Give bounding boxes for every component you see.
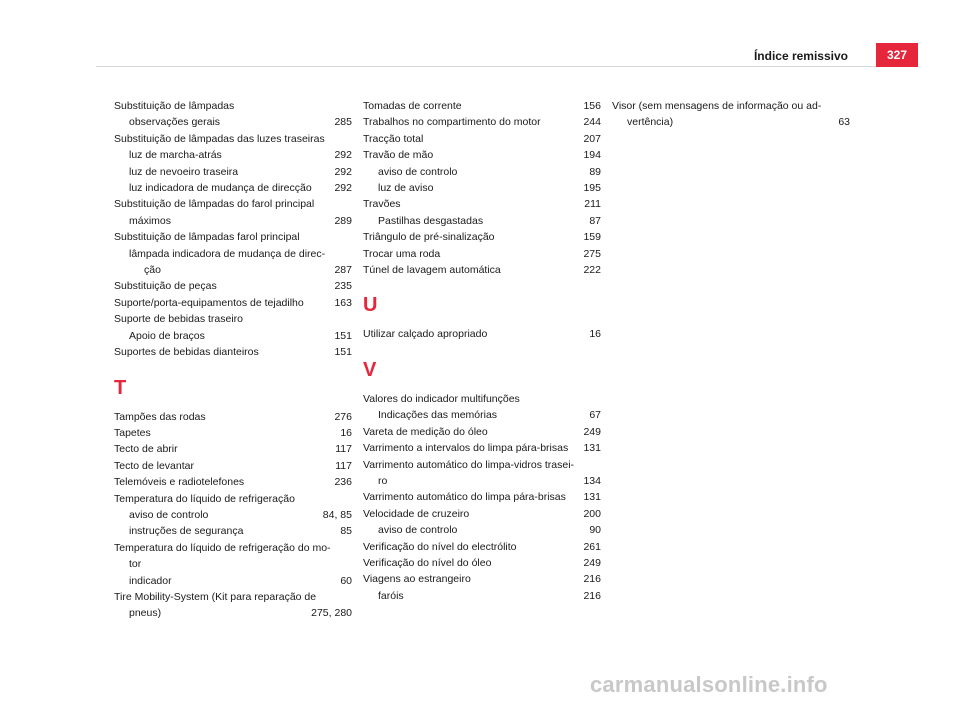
entry-label: instruções de segurança [129,525,244,538]
index-entry-row [114,180,352,196]
entry-heading: Suporte de bebidas traseiro [114,313,243,326]
index-entry-row [114,605,352,621]
index-entry [363,213,601,229]
entry-page-ref: 236 [334,476,352,489]
entry-label: aviso de controlo [129,508,209,521]
entry-page-ref: 85 [340,525,352,538]
entry-label: Tecto de levantar [114,459,194,472]
index-entry [363,473,601,489]
index-entry [363,147,601,163]
index-entry-row [363,440,601,456]
index-entry-row [363,213,601,229]
index-entry [363,588,601,604]
entry-page-ref: 207 [583,132,601,145]
entry-label: máximos [129,214,172,227]
entry-subheading: lâmpada indicadora de mudança de direc- [129,247,326,260]
index-entry [363,246,601,262]
entry-label: Varrimento a intervalos do limpa pára-brisas [363,442,569,455]
index-entry [363,571,601,587]
entry-label: Tecto de abrir [114,443,178,456]
entry-page-ref: 60 [340,574,352,587]
index-entry [363,522,601,538]
index-entry-row [114,507,352,523]
index-entry-row [363,196,601,212]
entry-label: luz indicadora de mudança de direcção [129,182,312,195]
index-entry [363,229,601,245]
entry-page-ref: 117 [335,443,352,456]
entry-label: Travões [363,198,401,211]
index-entry [363,391,601,407]
entry-label: Triângulo de pré-sinalização [363,231,495,244]
index-entry-row [363,539,601,555]
index-entry [114,180,352,196]
entry-label: ção [144,264,161,277]
entries-u [363,326,601,342]
entries-t [114,409,352,622]
index-entry [114,540,352,556]
index-entry-row [363,180,601,196]
index-entry [114,131,352,147]
index-entry [363,424,601,440]
entry-page-ref: 87 [589,214,601,227]
entry-page-ref: 159 [583,231,601,244]
index-entry [114,164,352,180]
entry-page-ref: 134 [583,474,601,487]
entry-label: Tomadas de corrente [363,100,462,112]
index-entry [363,98,601,114]
entry-label: vertência) [627,116,674,129]
entry-label: Velocidade de cruzeiro [363,507,470,520]
entry-label: Vareta de medição do óleo [363,425,488,438]
entry-page-ref: 89 [589,165,601,178]
index-entry-row [114,328,352,344]
entry-label: Verificação do nível do óleo [363,556,492,569]
entry-page-ref: 216 [583,573,601,586]
entry-page-ref: 131 [583,491,601,504]
index-entry [363,555,601,571]
entry-heading: Substituição de lâmpadas do farol principal [114,198,315,211]
entry-page-ref: 292 [334,165,352,178]
page-number: 327 [886,48,908,62]
index-entry-row [363,98,601,114]
section-letter-u: U [363,294,378,317]
index-entry [114,441,352,457]
entry-heading: Varrimento automático do limpa-vidros trasei- [363,458,575,471]
index-entry [114,605,352,621]
index-entry-row [363,407,601,423]
entry-heading: Substituição de lâmpadas das luzes traseiras [114,132,325,145]
index-column-2 [363,98,601,604]
entry-label: Varrimento automático do limpa pára-brisas [363,491,566,504]
index-entry-row [363,246,601,262]
entry-heading: Tire Mobility-System (Kit para reparação de [114,590,317,603]
entry-page-ref: 211 [584,198,601,211]
entry-label: Tapetes [114,426,151,439]
entry-page-ref: 151 [334,346,352,359]
entry-page-ref: 16 [589,328,601,341]
index-entry-row [114,262,352,278]
entry-heading: Substituição de lâmpadas farol principal [114,231,300,244]
index-entry [114,98,352,114]
index-entry-row [363,147,601,163]
entry-heading-continued: tor [129,558,142,571]
index-entry-row [114,295,352,311]
index-entry [363,164,601,180]
entry-label: pneus) [129,607,162,620]
entry-heading: Valores do indicador multifunções [363,392,520,405]
entry-page-ref: 90 [589,524,601,537]
index-entry-row [114,458,352,474]
index-entry [363,539,601,555]
index-entry [363,457,601,473]
index-entry-row [114,164,352,180]
entry-page-ref: 249 [583,425,601,438]
entry-label: Viagens ao estrangeiro [363,573,471,586]
entry-page-ref: 67 [589,409,601,422]
index-entry-row [363,131,601,147]
entry-label: Apoio de braços [129,329,205,342]
header-divider [96,66,876,67]
index-entry-row [114,147,352,163]
entry-page-ref: 156 [583,100,601,112]
entry-page-ref: 222 [583,264,601,277]
entry-page-ref: 117 [335,459,352,472]
index-entry [114,229,352,245]
entry-page-ref: 200 [583,507,601,520]
index-entry [363,440,601,456]
entry-page-ref: 84, 85 [322,508,352,521]
entry-page-ref: 163 [334,296,352,309]
entry-label: Trabalhos no compartimento do motor [363,116,541,129]
index-entry [114,409,352,425]
entry-label: Túnel de lavagem automática [363,264,501,277]
index-entry [114,573,352,589]
index-entry [114,246,352,279]
entry-page-ref: 261 [583,540,601,553]
entry-label: luz de marcha-atrás [129,149,222,162]
entry-label: Trocar uma roda [363,247,441,260]
entry-page-ref: 289 [334,214,352,227]
entry-label: Utilizar calçado apropriado [363,328,488,341]
entry-label: indicador [129,574,172,587]
entry-heading: Substituição de lâmpadas [114,100,235,112]
index-entry-row [363,114,601,130]
index-entry-row [363,571,601,587]
section-letter-v: V [363,358,377,381]
index-entry [612,114,850,130]
entry-label: Verificação do nível do electrólito [363,540,517,553]
index-entry [363,506,601,522]
index-entry [114,278,352,294]
index-entry [363,262,601,278]
index-entry-row [363,588,601,604]
section-letter-t: T [114,376,127,399]
watermark: carmanualsonline.info [590,672,828,697]
index-entry [114,425,352,441]
entry-label: ro [378,474,388,487]
index-entry-row [114,441,352,457]
entry-page-ref: 16 [340,426,352,439]
entry-label: luz de aviso [378,182,434,195]
entry-page-ref: 244 [583,116,601,129]
index-entry [114,556,352,572]
index-entry-row [612,114,850,130]
entry-label: observações gerais [129,116,221,129]
entry-label: Suporte/porta-equipamentos de tejadilho [114,296,304,309]
header-title: Índice remissivo [753,49,848,63]
entry-label: luz de nevoeiro traseira [129,165,239,178]
index-entry [114,147,352,163]
entry-heading: Temperatura do líquido de refrigeração [114,492,295,505]
index-entry-row [114,425,352,441]
index-entry-row [114,523,352,539]
entry-page-ref: 287 [334,264,352,277]
entry-page-ref: 292 [334,182,352,195]
entry-label: faróis [378,589,404,602]
entry-label: Tracção total [363,132,424,145]
entry-label: Tampões das rodas [114,410,206,423]
entry-page-ref: 292 [334,149,352,162]
index-entry [363,114,601,130]
entry-label: aviso de controlo [378,165,458,178]
index-entry-row [114,213,352,229]
page-number-badge [876,43,918,67]
entry-page-ref: 285 [334,116,352,129]
index-entry [114,491,352,507]
entry-label: Substituição de peças [114,280,217,293]
index-entry-row [114,474,352,490]
index-entry-row [363,555,601,571]
entry-heading: Temperatura do líquido de refrigeração do mo- [114,541,331,554]
entries-t-continued [363,98,601,278]
index-entry [363,489,601,505]
index-entry [114,328,352,344]
index-entry-row [363,506,601,522]
index-entry [363,180,601,196]
entry-label: Telemóveis e radiotelefones [114,476,245,489]
index-entry-row [114,114,352,130]
index-entry [114,311,352,327]
index-entry-row [114,409,352,425]
index-entry-row [114,573,352,589]
entry-page-ref: 63 [838,116,850,129]
index-entry-row [114,344,352,360]
entries-s [114,98,352,361]
index-entry-row [363,326,601,342]
entry-page-ref: 249 [583,556,601,569]
index-entry-row [363,229,601,245]
index-entry [363,196,601,212]
entry-label: Travão de mão [363,149,434,162]
entry-label: Pastilhas desgastadas [378,214,484,227]
index-entry [363,407,601,423]
index-entry-row [363,164,601,180]
index-column-3 [612,98,850,131]
index-entry [114,344,352,360]
index-entry [363,131,601,147]
index-entry [114,295,352,311]
index-entry [612,98,850,114]
entry-label: aviso de controlo [378,524,458,537]
entries-v-continued [612,98,850,131]
index-entry [114,213,352,229]
entries-v [363,391,601,604]
index-column-1 [114,98,352,622]
index-entry-row [363,262,601,278]
page-header [0,43,960,67]
index-entry [114,474,352,490]
entry-label: Indicações das memórias [378,409,498,422]
entry-page-ref: 151 [334,329,352,342]
entry-page-ref: 194 [583,149,601,162]
index-entry [114,523,352,539]
index-entry [363,326,601,342]
index-entry [114,458,352,474]
entry-heading: Visor (sem mensagens de informação ou ad- [612,100,822,112]
entry-page-ref: 275 [583,247,601,260]
entry-page-ref: 276 [334,410,352,423]
index-entry-row [363,473,601,489]
index-entry-row [363,489,601,505]
index-entry-row [363,424,601,440]
entry-page-ref: 195 [583,182,601,195]
index-entry-row [114,278,352,294]
index-entry [114,114,352,130]
entry-label: Suportes de bebidas dianteiros [114,346,259,359]
index-entry [114,196,352,212]
entry-page-ref: 235 [334,280,352,293]
entry-page-ref: 216 [583,589,601,602]
entry-page-ref: 275, 280 [311,607,352,620]
index-entry [114,507,352,523]
index-entry [114,589,352,605]
entry-page-ref: 131 [583,442,601,455]
index-entry-row [363,522,601,538]
